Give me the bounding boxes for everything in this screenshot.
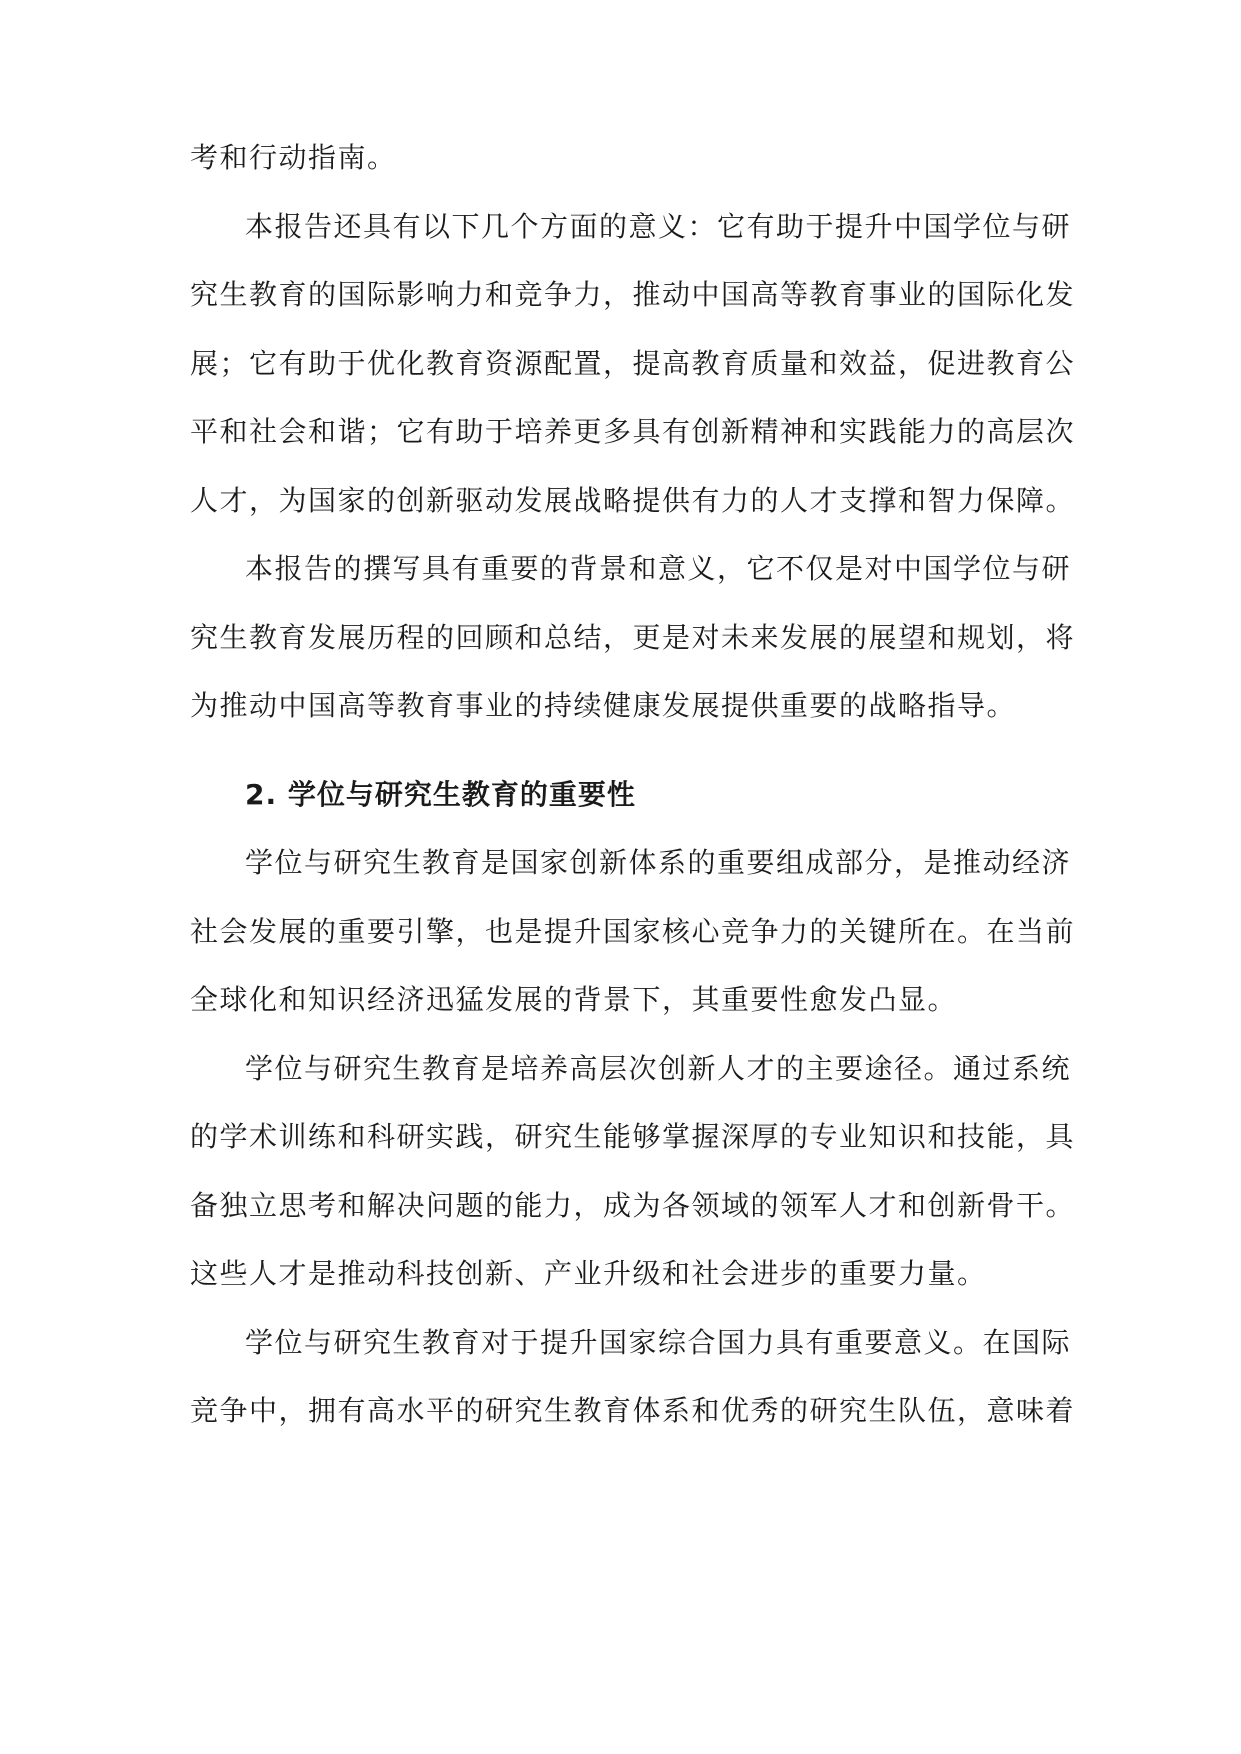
text-line: 的学术训练和科研实践，研究生能够掌握深厚的专业知识和技能，具 [190,1120,1076,1153]
text-line: 这些人才是推动科技创新、产业升级和社会进步的重要力量。 [190,1257,987,1290]
text-line: 平和社会和谐；它有助于培养更多具有创新精神和实践能力的高层次 [190,415,1076,448]
text-line: 全球化和知识经济迅猛发展的背景下，其重要性愈发凸显。 [190,983,958,1016]
paragraph-start-line: 学位与研究生教育对于提升国家综合国力具有重要意义。在国际 [245,1326,1072,1359]
paragraph-start-line: 本报告的撰写具有重要的背景和意义，它不仅是对中国学位与研 [245,552,1072,585]
paragraph-start-line: 学位与研究生教育是国家创新体系的重要组成部分，是推动经济 [245,846,1072,879]
text-line: 究生教育发展历程的回顾和总结，更是对未来发展的展望和规划，将 [190,621,1076,654]
text-line: 竞争中，拥有高水平的研究生教育体系和优秀的研究生队伍，意味着 [190,1394,1076,1427]
text-line: 为推动中国高等教育事业的持续健康发展提供重要的战略指导。 [190,689,1017,722]
text-line: 究生教育的国际影响力和竞争力，推动中国高等教育事业的国际化发 [190,278,1076,311]
text-line: 展；它有助于优化教育资源配置，提高教育质量和效益，促进教育公 [190,347,1076,380]
section-heading: 2. 学位与研究生教育的重要性 [245,778,636,811]
text-line: 人才，为国家的创新驱动发展战略提供有力的人才支撑和智力保障。 [190,484,1076,517]
text-line: 考和行动指南。 [190,141,397,174]
text-line: 备独立思考和解决问题的能力，成为各领域的领军人才和创新骨干。 [190,1189,1076,1222]
paragraph-start-line: 学位与研究生教育是培养高层次创新人才的主要途径。通过系统 [245,1052,1072,1085]
text-line: 社会发展的重要引擎，也是提升国家核心竞争力的关键所在。在当前 [190,915,1076,948]
paragraph-start-line: 本报告还具有以下几个方面的意义：它有助于提升中国学位与研 [245,210,1072,243]
